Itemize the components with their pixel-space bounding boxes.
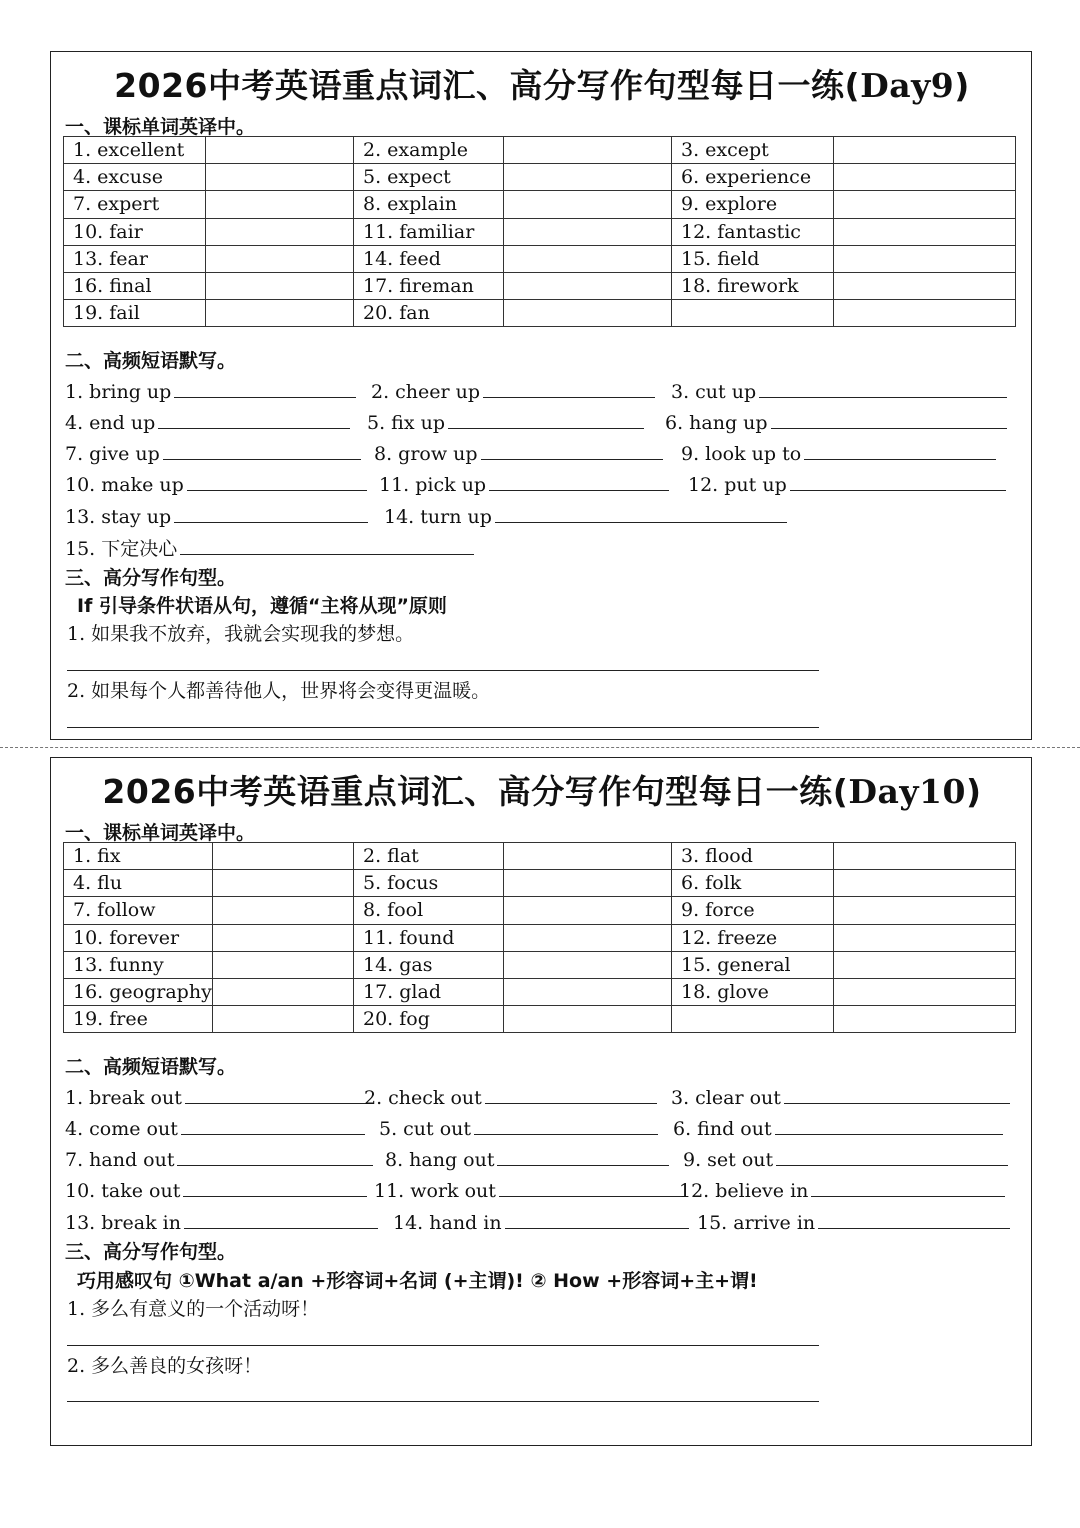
vocab-word: 15. field (672, 245, 834, 272)
answer-blank[interactable] (804, 440, 996, 460)
answer-cell[interactable] (504, 164, 672, 191)
table-row (64, 870, 1016, 897)
phrase-item: 9. set out (683, 1146, 1008, 1171)
answer-cell[interactable] (504, 300, 672, 327)
answer-cell[interactable] (504, 951, 672, 978)
answer-cell[interactable] (504, 191, 672, 218)
vocab-word: 20. fog (354, 1006, 504, 1033)
answer-blank[interactable] (505, 1209, 689, 1229)
answer-cell[interactable] (834, 191, 1016, 218)
vocab-word: 16. geography (64, 978, 213, 1005)
answer-cell[interactable] (504, 1006, 672, 1033)
section-phrases-heading: 二、高频短语默写。 (65, 1056, 237, 1078)
vocab-word: 14. gas (354, 951, 504, 978)
phrase-item: 7. give up (65, 440, 361, 465)
worksheet-day10 (50, 757, 1032, 1446)
table-row (64, 978, 1016, 1005)
table-row (64, 191, 1016, 218)
answer-blank[interactable] (759, 378, 1007, 398)
answer-blank[interactable] (775, 1115, 1003, 1135)
answer-blank[interactable] (181, 1115, 365, 1135)
answer-cell[interactable] (213, 897, 354, 924)
answer-cell[interactable] (206, 245, 354, 272)
answer-cell[interactable] (206, 164, 354, 191)
phrase-item: 2. cheer up (371, 378, 655, 403)
answer-cell[interactable] (834, 245, 1016, 272)
vocab-table (63, 136, 1016, 327)
answer-blank[interactable] (776, 1146, 1008, 1166)
answer-cell[interactable] (504, 137, 672, 164)
section-phrases-heading: 二、高频短语默写。 (65, 350, 237, 372)
vocab-word: 10. forever (64, 924, 213, 951)
sentence-prompt: 2. 如果每个人都善待他人，世界将会变得更温暖。 (67, 680, 491, 702)
answer-cell[interactable] (213, 978, 354, 1005)
table-row (64, 164, 1016, 191)
phrase-item: 5. fix up (367, 409, 644, 434)
answer-blank[interactable] (495, 503, 787, 523)
answer-cell[interactable] (504, 978, 672, 1005)
grammar-rule: 巧用感叹句 ①What a/an +形容词+名词 (+主谓)! ② How +形容词+主+谓! (77, 1270, 758, 1292)
vocab-table (63, 842, 1016, 1033)
vocab-word: 6. experience (672, 164, 834, 191)
sentence-prompt: 2. 多么善良的女孩呀！ (67, 1355, 263, 1377)
phrase-item: 15. 下定决心 (65, 534, 474, 561)
phrase-item: 6. find out (673, 1115, 1003, 1140)
answer-blank[interactable] (184, 1209, 378, 1229)
section-writing-heading: 三、高分写作句型。 (65, 1241, 237, 1263)
vocab-word: 9. force (672, 897, 834, 924)
vocab-word: 3. except (672, 137, 834, 164)
phrase-item: 13. stay up (65, 503, 368, 528)
page-divider (0, 747, 1080, 748)
vocab-word (672, 1006, 834, 1033)
answer-blank[interactable] (174, 503, 368, 523)
answer-cell[interactable] (834, 924, 1016, 951)
vocab-word: 13. funny (64, 951, 213, 978)
table-row (64, 924, 1016, 951)
phrase-item: 14. hand in (393, 1209, 689, 1234)
answer-cell[interactable] (206, 191, 354, 218)
phrase-item: 14. turn up (384, 503, 787, 528)
vocab-word: 8. explain (354, 191, 504, 218)
vocab-word: 2. flat (354, 843, 504, 870)
answer-line[interactable] (67, 670, 819, 671)
table-row (64, 951, 1016, 978)
answer-cell[interactable] (834, 300, 1016, 327)
vocab-word: 19. free (64, 1006, 213, 1033)
vocab-word: 6. folk (672, 870, 834, 897)
vocab-word: 5. expect (354, 164, 504, 191)
phrase-item: 6. hang up (665, 409, 1007, 434)
vocab-word: 7. follow (64, 897, 213, 924)
answer-blank[interactable] (811, 1177, 1005, 1197)
phrase-item: 5. cut out (379, 1115, 658, 1140)
answer-cell[interactable] (213, 951, 354, 978)
phrase-item: 8. hang out (385, 1146, 669, 1171)
section-writing-heading: 三、高分写作句型。 (65, 567, 237, 589)
phrase-item: 12. put up (688, 471, 1006, 496)
phrase-item: 12. believe in (679, 1177, 1005, 1202)
vocab-word: 14. feed (354, 245, 504, 272)
answer-blank[interactable] (158, 409, 350, 429)
table-row (64, 843, 1016, 870)
table-row (64, 245, 1016, 272)
answer-blank[interactable] (163, 440, 361, 460)
answer-cell[interactable] (834, 843, 1016, 870)
answer-blank[interactable] (174, 378, 356, 398)
phrase-item: 8. grow up (374, 440, 663, 465)
answer-cell[interactable] (504, 924, 672, 951)
answer-blank[interactable] (187, 471, 367, 491)
phrase-item: 13. break in (65, 1209, 378, 1234)
phrase-item: 4. end up (65, 409, 350, 434)
answer-blank[interactable] (481, 440, 663, 460)
table-row (64, 137, 1016, 164)
vocab-word: 18. firework (672, 272, 834, 299)
vocab-word: 8. fool (354, 897, 504, 924)
answer-blank[interactable] (448, 409, 644, 429)
table-row (64, 272, 1016, 299)
table-row (64, 897, 1016, 924)
vocab-word: 20. fan (354, 300, 504, 327)
phrase-item: 10. make up (65, 471, 367, 496)
answer-blank[interactable] (489, 471, 669, 491)
vocab-word: 18. glove (672, 978, 834, 1005)
answer-cell[interactable] (504, 218, 672, 245)
phrase-item: 2. check out (364, 1084, 657, 1109)
sentence-prompt: 1. 多么有意义的一个活动呀！ (67, 1298, 320, 1320)
phrase-item: 11. pick up (379, 471, 669, 496)
phrase-item: 11. work out (374, 1177, 683, 1202)
answer-cell[interactable] (206, 272, 354, 299)
grammar-rule: If 引导条件状语从句，遵循“主将从现”原则 (77, 595, 447, 617)
vocab-word: 15. general (672, 951, 834, 978)
answer-cell[interactable] (834, 137, 1016, 164)
phrase-item: 10. take out (65, 1177, 367, 1202)
answer-cell[interactable] (206, 300, 354, 327)
phrase-item: 4. come out (65, 1115, 365, 1140)
answer-cell[interactable] (834, 951, 1016, 978)
vocab-word: 12. freeze (672, 924, 834, 951)
answer-cell[interactable] (213, 870, 354, 897)
section-vocab-heading: 一、课标单词英译中。 (65, 116, 256, 138)
answer-blank[interactable] (177, 1146, 373, 1166)
vocab-word: 5. focus (354, 870, 504, 897)
answer-blank[interactable] (790, 471, 1006, 491)
answer-cell[interactable] (206, 218, 354, 245)
vocab-word: 1. fix (64, 843, 213, 870)
vocab-word: 19. fail (64, 300, 206, 327)
answer-blank[interactable] (185, 1084, 369, 1104)
answer-cell[interactable] (213, 843, 354, 870)
answer-cell[interactable] (834, 978, 1016, 1005)
phrase-item: 3. clear out (671, 1084, 1010, 1109)
vocab-word: 17. fireman (354, 272, 504, 299)
answer-cell[interactable] (504, 272, 672, 299)
answer-cell[interactable] (834, 1006, 1016, 1033)
answer-blank[interactable] (771, 409, 1007, 429)
vocab-word: 4. excuse (64, 164, 206, 191)
vocab-word: 3. flood (672, 843, 834, 870)
page-title: 2026中考英语重点词汇、高分写作句型每日一练(Day9) (114, 66, 970, 105)
answer-blank[interactable] (474, 1115, 658, 1135)
page-title: 2026中考英语重点词汇、高分写作句型每日一练(Day10) (102, 772, 982, 811)
vocab-word: 11. familiar (354, 218, 504, 245)
answer-blank[interactable] (818, 1209, 1010, 1229)
vocab-word: 12. fantastic (672, 218, 834, 245)
phrase-item: 1. bring up (65, 378, 356, 403)
answer-blank[interactable] (483, 378, 655, 398)
answer-cell[interactable] (213, 924, 354, 951)
answer-cell[interactable] (834, 164, 1016, 191)
table-row (64, 300, 1016, 327)
answer-cell[interactable] (834, 272, 1016, 299)
table-row (64, 218, 1016, 245)
answer-blank[interactable] (183, 1177, 367, 1197)
answer-line[interactable] (67, 1401, 819, 1402)
answer-blank[interactable] (485, 1084, 657, 1104)
phrase-item: 9. look up to (681, 440, 996, 465)
answer-cell[interactable] (504, 870, 672, 897)
vocab-word: 7. expert (64, 191, 206, 218)
table-row (64, 1006, 1016, 1033)
phrase-item: 15. arrive in (697, 1209, 1010, 1234)
vocab-word: 11. found (354, 924, 504, 951)
vocab-word: 10. fair (64, 218, 206, 245)
answer-blank[interactable] (499, 1177, 683, 1197)
worksheet-day9 (50, 51, 1032, 740)
vocab-word: 16. final (64, 272, 206, 299)
vocab-word: 2. example (354, 137, 504, 164)
answer-line[interactable] (67, 727, 819, 728)
answer-cell[interactable] (834, 218, 1016, 245)
answer-cell[interactable] (834, 897, 1016, 924)
vocab-word: 17. glad (354, 978, 504, 1005)
answer-cell[interactable] (834, 870, 1016, 897)
answer-cell[interactable] (213, 1006, 354, 1033)
answer-blank[interactable] (180, 535, 474, 555)
phrase-item: 7. hand out (65, 1146, 373, 1171)
answer-blank[interactable] (784, 1084, 1010, 1104)
vocab-word: 1. excellent (64, 137, 206, 164)
answer-cell[interactable] (504, 245, 672, 272)
phrase-item: 1. break out (65, 1084, 369, 1109)
answer-cell[interactable] (504, 897, 672, 924)
vocab-word: 4. flu (64, 870, 213, 897)
vocab-word: 9. explore (672, 191, 834, 218)
answer-cell[interactable] (206, 137, 354, 164)
section-vocab-heading: 一、课标单词英译中。 (65, 822, 256, 844)
sentence-prompt: 1. 如果我不放弃，我就会实现我的梦想。 (67, 623, 415, 645)
vocab-word (672, 300, 834, 327)
answer-blank[interactable] (497, 1146, 669, 1166)
answer-line[interactable] (67, 1345, 819, 1346)
vocab-word: 13. fear (64, 245, 206, 272)
answer-cell[interactable] (504, 843, 672, 870)
phrase-item: 3. cut up (671, 378, 1007, 403)
